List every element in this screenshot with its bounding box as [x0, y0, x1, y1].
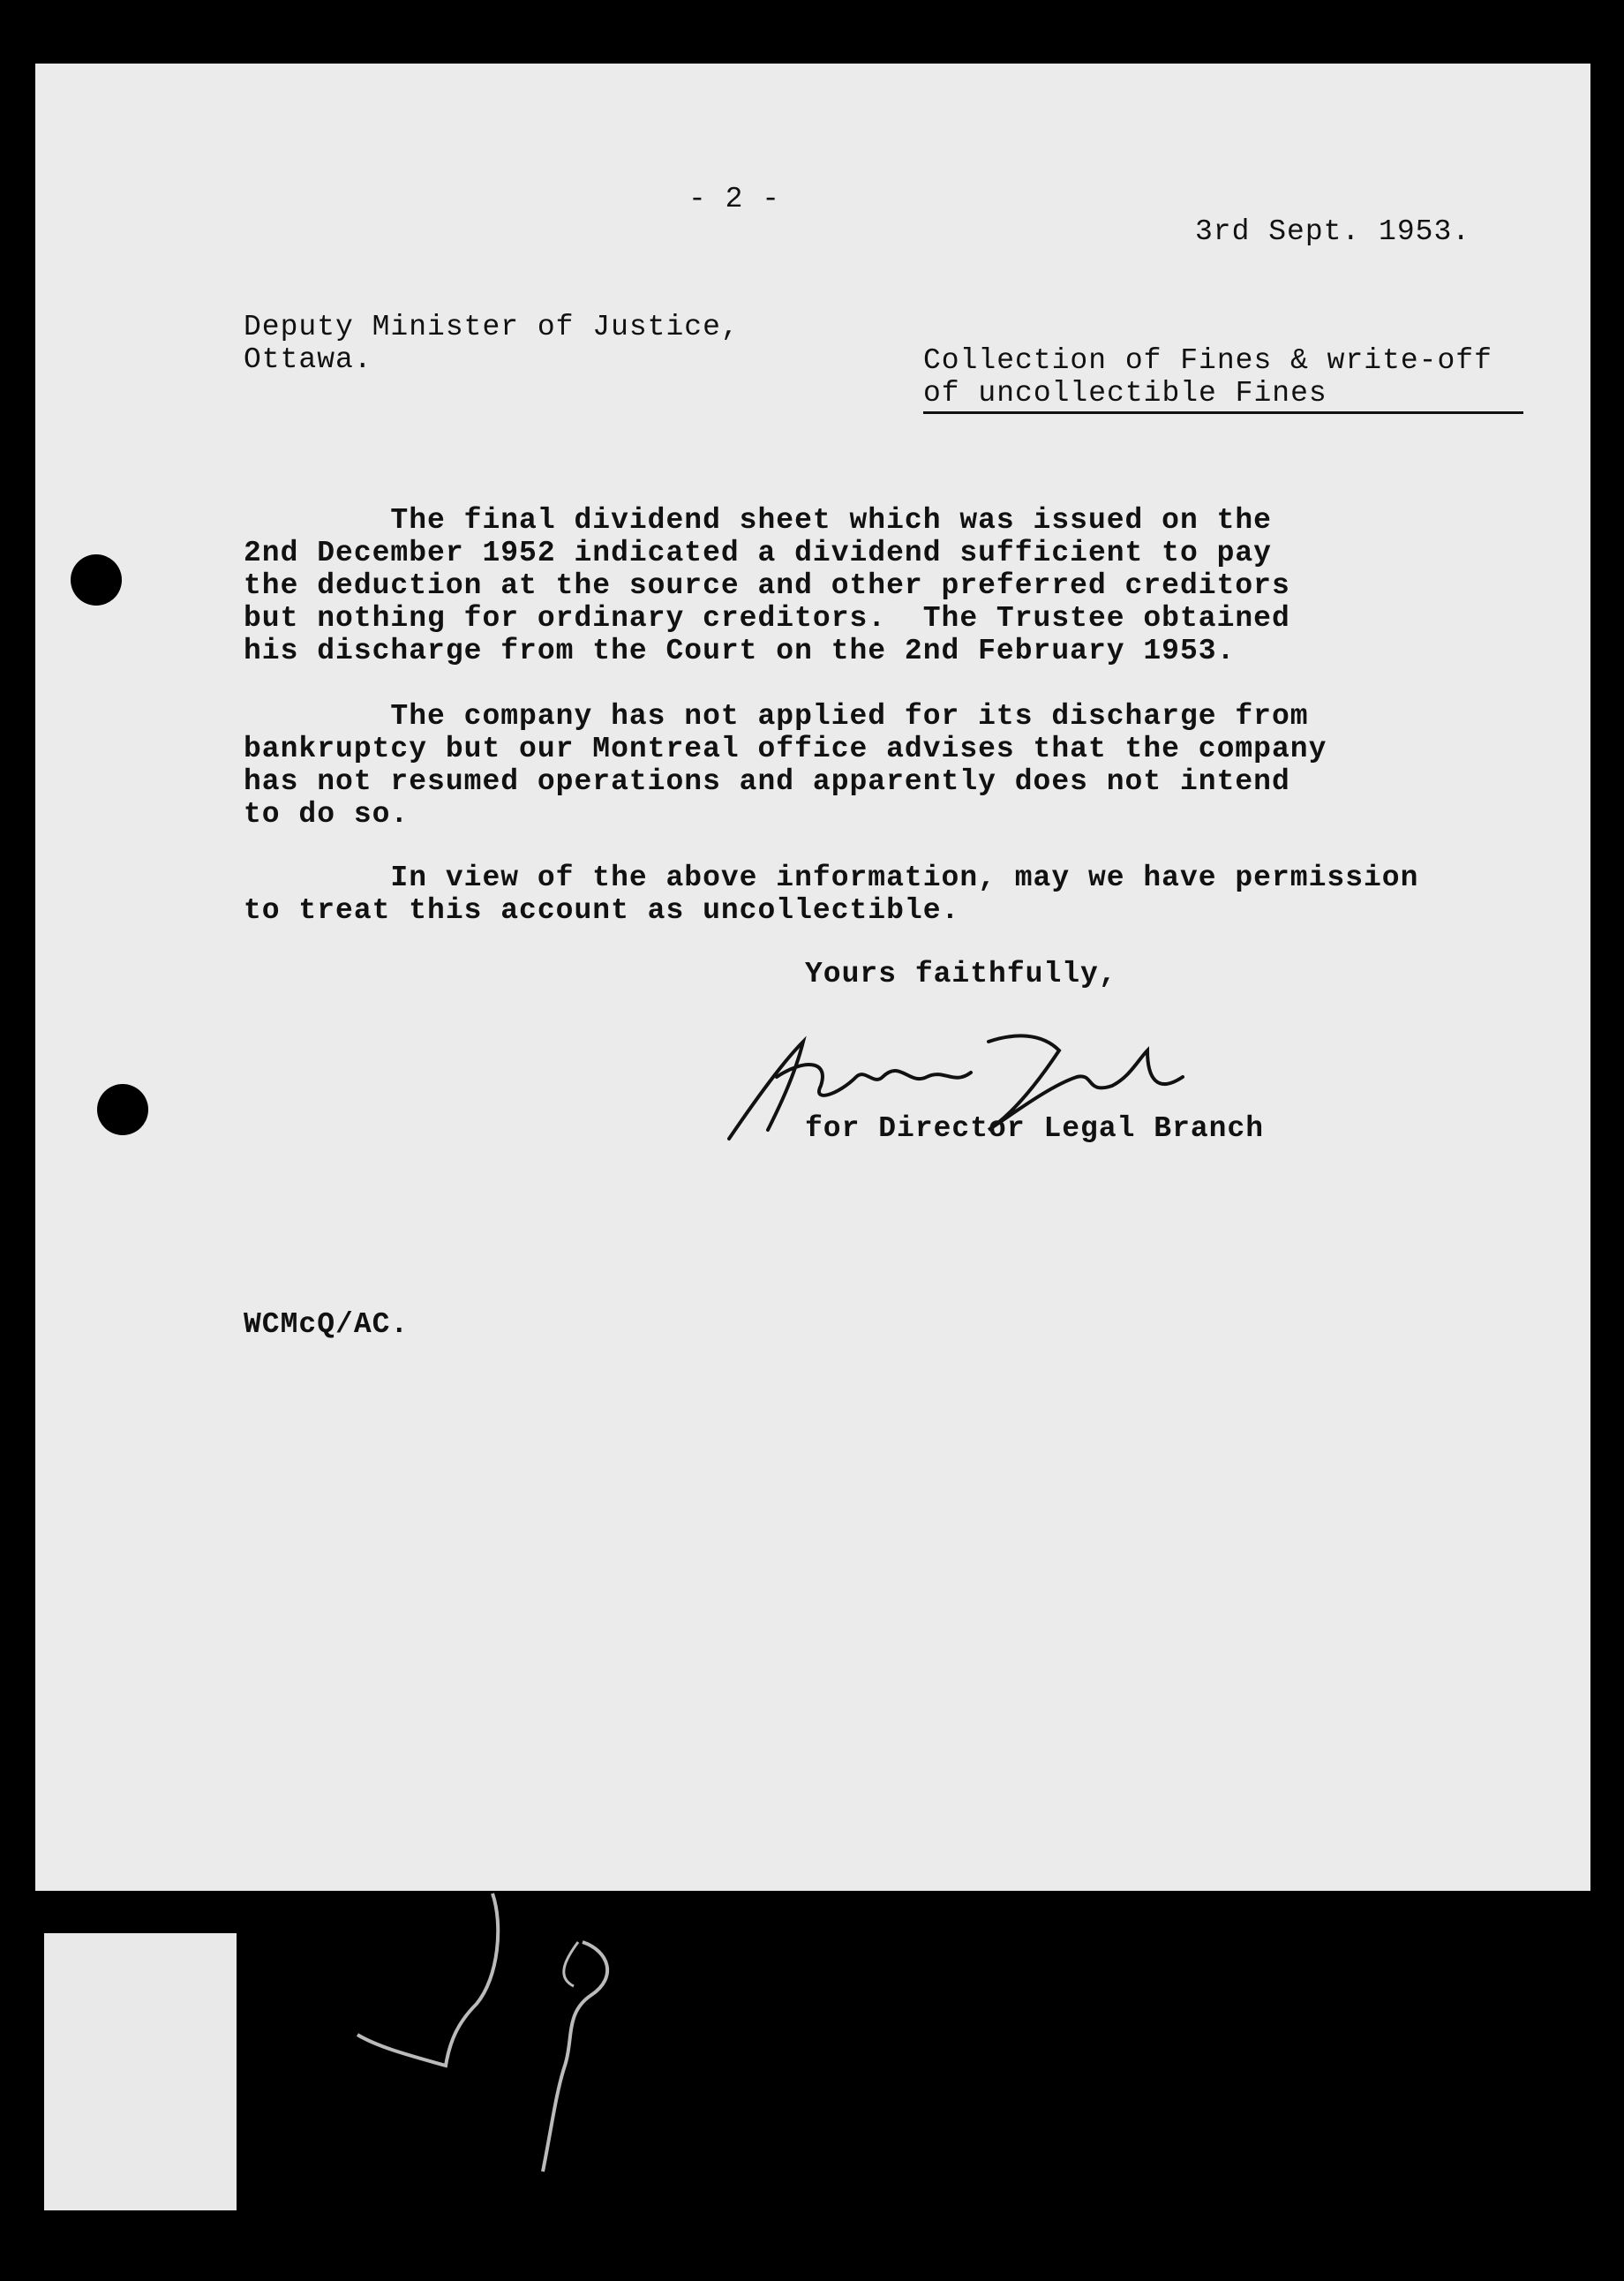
reference-initials: WCMcQ/AC.	[244, 1308, 410, 1341]
page-number: - 2 -	[688, 183, 781, 215]
addressee-line-2: Ottawa.	[244, 343, 372, 376]
paragraph-line: but nothing for ordinary creditors. The Trustee obtained	[244, 602, 1290, 635]
closing: Yours faithfully,	[805, 958, 1117, 990]
letter-date: 3rd Sept. 1953.	[1195, 215, 1471, 248]
paragraph-line: 2nd December 1952 indicated a dividend sufficient to pay	[244, 537, 1272, 569]
subject-line-1: Collection of Fines & write-off	[923, 344, 1492, 377]
paragraph-line: bankruptcy but our Montreal office advises that the company	[244, 733, 1327, 765]
paragraph-line: the deduction at the source and other preferred creditors	[244, 569, 1290, 602]
paragraph-line: to treat this account as uncollectible.	[244, 894, 960, 927]
paragraph-line: The company has not applied for its discharge from	[244, 700, 1309, 733]
paragraph-line: to do so.	[244, 798, 410, 831]
punch-hole	[97, 1084, 148, 1135]
paragraph-line: In view of the above information, may we have permission	[244, 862, 1419, 894]
punch-hole	[71, 554, 122, 606]
paragraph-line: has not resumed operations and apparently does not intend	[244, 765, 1290, 798]
paper-tag	[44, 1933, 237, 2210]
binding-string	[344, 1889, 635, 2180]
subject-line-2: of uncollectible Fines	[923, 377, 1523, 414]
addressee-line-1: Deputy Minister of Justice,	[244, 311, 740, 343]
paragraph-line: his discharge from the Court on the 2nd February 1953.	[244, 635, 1236, 667]
signature-line: for Director Legal Branch	[805, 1112, 1265, 1145]
paragraph-line: The final dividend sheet which was issued on the	[244, 504, 1272, 537]
